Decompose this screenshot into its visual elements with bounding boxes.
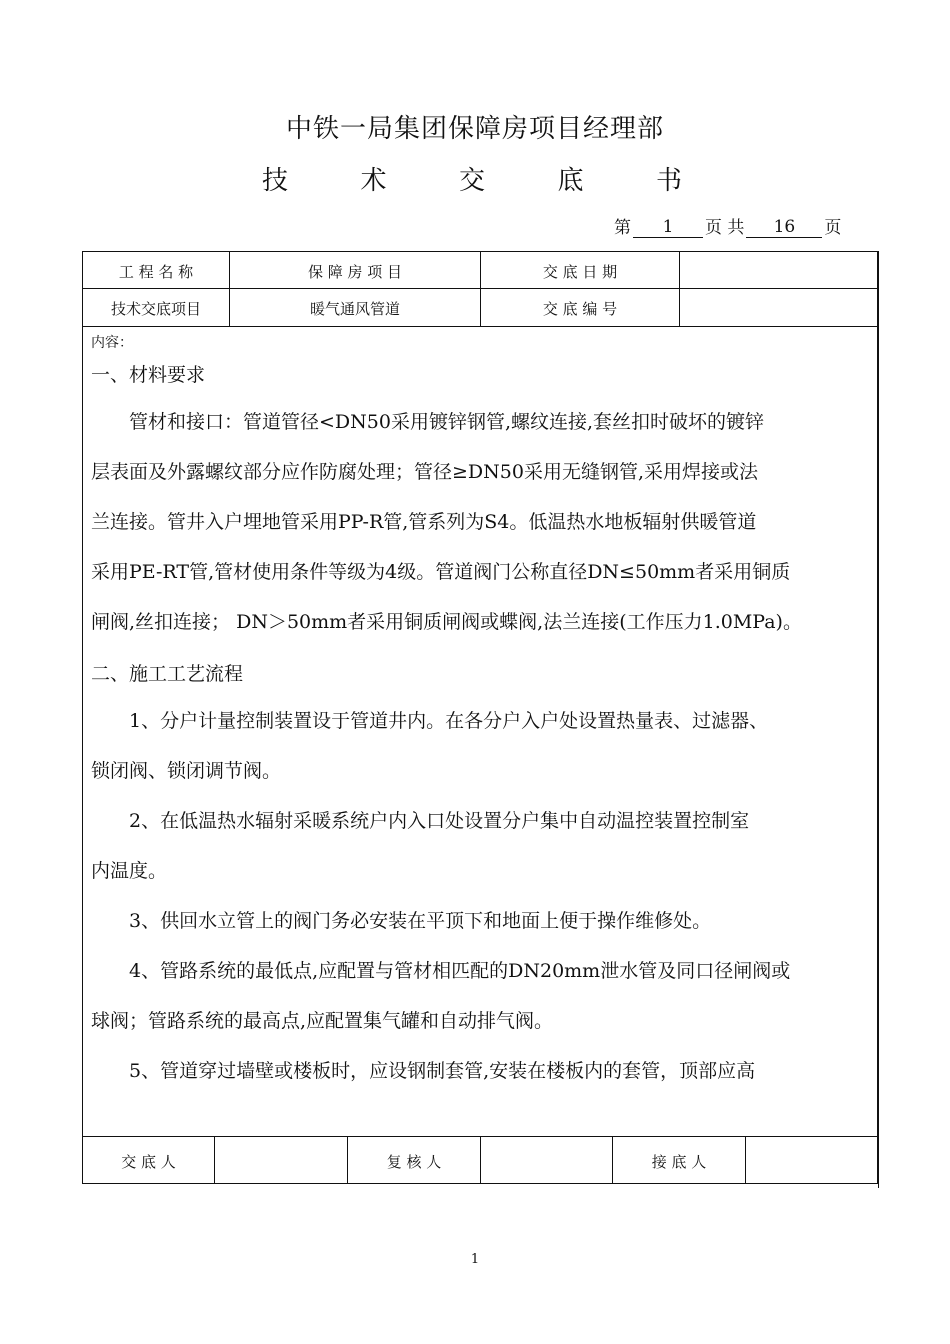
project-name-label: 工 程 名 称 <box>118 263 194 281</box>
text-line: 3、供回水立管上的阀门务必安装在平顶下和地面上便于操作维修处。 <box>91 910 712 932</box>
doc-title-char: 书 <box>655 166 682 196</box>
text-line: 球阀；管路系统的最高点,应配置集气罐和自动排气阀。 <box>91 1010 554 1032</box>
doc-title-char: 交 <box>458 166 485 196</box>
page-info <box>614 213 841 238</box>
text-line: 锁闭阀、锁闭调节阀。 <box>91 760 282 782</box>
receiver-label: 接 底 人 <box>651 1153 707 1171</box>
handover-number-label: 交 底 编 号 <box>542 300 618 318</box>
section-body <box>91 696 876 1096</box>
text-line: 4、管路系统的最低点,应配置与管材相匹配的DN20mm泄水管及同口径闸阀或 <box>91 960 791 982</box>
item-label: 技术交底项目 <box>110 300 201 318</box>
col-divider <box>679 252 680 326</box>
col-divider <box>480 1136 481 1184</box>
project-name-value: 保 障 房 项 目 <box>307 263 403 281</box>
text-line: 层表面及外露螺纹部分应作防腐处理；管径≥DN50采用无缝钢管,采用焊接或法 <box>91 461 758 483</box>
section-heading: 一、材料要求 <box>91 364 206 386</box>
page-number: 1 <box>470 1252 480 1267</box>
doc-title-char: 底 <box>557 166 584 196</box>
text-line: 闸阀,丝扣连接； DN＞50mm者采用铜质闸阀或蝶阀,法兰连接(工作压力1.0MPa)。 <box>91 611 802 633</box>
text-line: 2、在低温热水辐射采暖系统户内入口处设置分户集中自动温控装置控制室 <box>91 810 750 832</box>
col-divider <box>214 1136 215 1184</box>
doc-title-char: 术 <box>360 166 387 196</box>
text-line: 采用PE-RT管,管材使用条件等级为4级。管道阀门公称直径DN≤50mm者采用铜质 <box>91 561 791 583</box>
item-value: 暖气通风管道 <box>309 300 400 318</box>
section-body <box>91 397 876 647</box>
text-line: 1、分户计量控制装置设于管道井内。在各分户入户处设置热量表、过滤器、 <box>91 710 769 732</box>
doc-title-char: 技 <box>262 166 289 196</box>
text-line: 兰连接。管井入户埋地管采用PP-R管,管系列为S4。低温热水地板辐射供暖管道 <box>91 511 757 533</box>
row-divider <box>83 326 877 327</box>
page-suffix: 页 <box>824 218 842 238</box>
col-divider <box>745 1136 746 1184</box>
page-mid: 页 共 <box>705 218 745 238</box>
section-heading: 二、施工工艺流程 <box>91 663 244 685</box>
text-line: 5、管道穿过墙壁或楼板时，应设钢制套管,安装在楼板内的套管，顶部应高 <box>91 1060 756 1082</box>
org-title: 中铁一局集团保障房项目经理部 <box>285 114 664 144</box>
text-line: 管材和接口：管道管径<DN50采用镀锌钢管,螺纹连接,套丝扣时破坏的镀锌 <box>91 411 765 433</box>
handover-date-label: 交 底 日 期 <box>542 263 618 281</box>
doc-title <box>262 160 682 197</box>
text-line: 内温度。 <box>91 860 168 882</box>
page-prefix: 第 <box>614 218 631 238</box>
page-current: 1 <box>633 217 703 238</box>
reviewer-label: 复 核 人 <box>386 1153 442 1171</box>
handover-person-label: 交 底 人 <box>121 1153 176 1171</box>
frame-edge <box>878 251 879 1188</box>
content-label: 内容： <box>91 335 133 351</box>
form-frame <box>82 251 878 1184</box>
page-total: 16 <box>746 217 822 238</box>
